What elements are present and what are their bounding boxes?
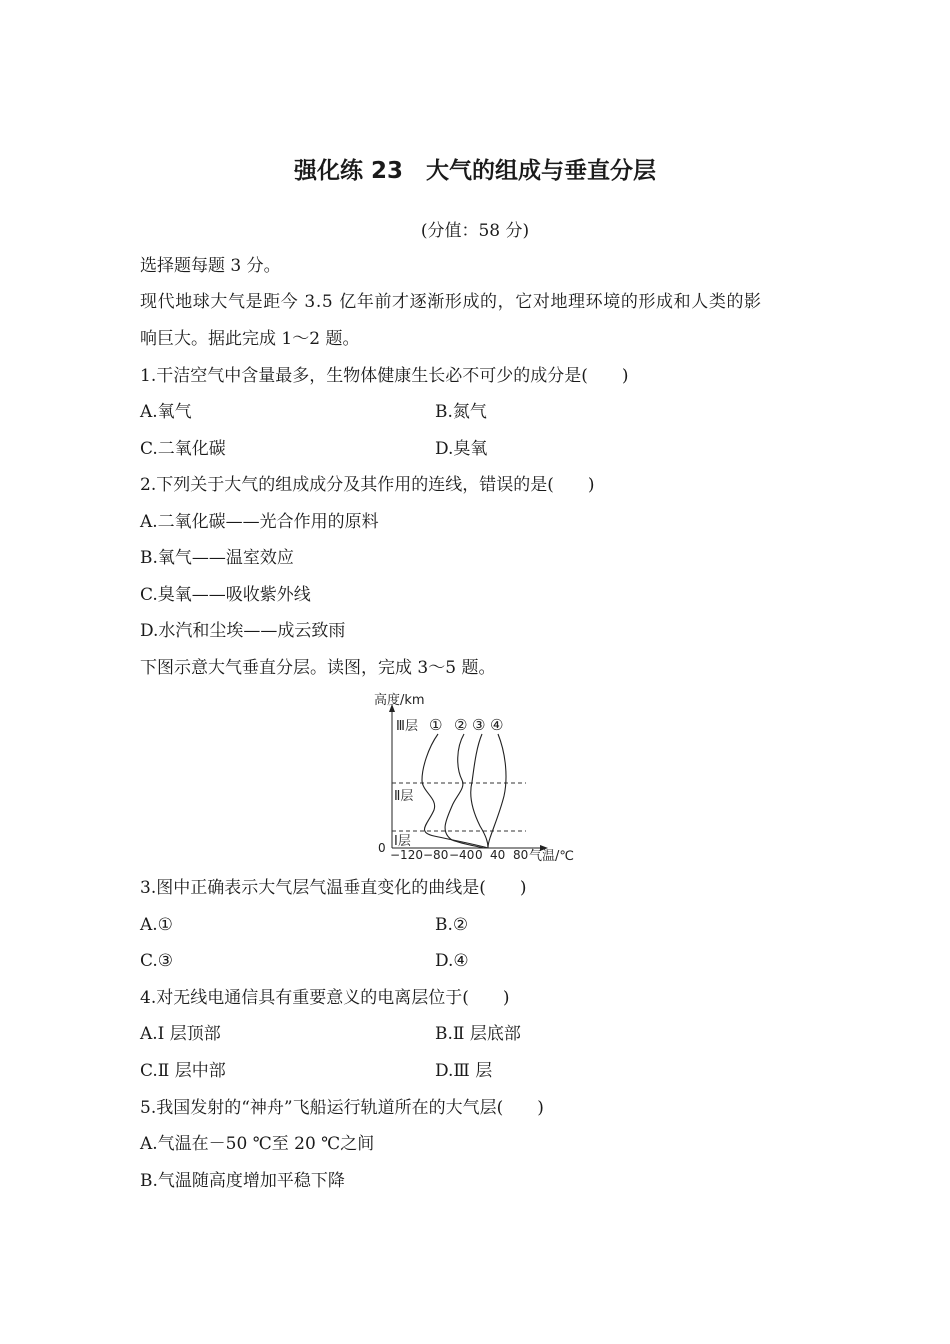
option-b[interactable]: B.氧气——温室效应 [140, 548, 294, 568]
question-stem: 3.图中正确表示大气层气温垂直变化的曲线是( ) [140, 878, 527, 898]
option-d[interactable]: D.④ [435, 951, 469, 971]
option-a[interactable]: A.气温在－50 ℃至 20 ℃之间 [140, 1134, 375, 1154]
x-tick-label: 40 [490, 848, 506, 862]
option-b[interactable]: B.Ⅱ 层底部 [435, 1024, 521, 1044]
layer-label-2: Ⅱ层 [394, 789, 414, 804]
question-stem: 4.对无线电通信具有重要意义的电离层位于( ) [140, 988, 510, 1008]
curve-label-1: ① [429, 716, 443, 734]
curve-label-4: ④ [490, 716, 504, 734]
option-b[interactable]: B.氮气 [435, 402, 487, 422]
option-a[interactable]: A.氧气 [140, 402, 192, 422]
option-b[interactable]: B.气温随高度增加平稳下降 [140, 1171, 345, 1191]
option-a[interactable]: A.二氧化碳——光合作用的原料 [140, 512, 379, 532]
intro-text: 选择题每题 3 分。 [140, 256, 281, 276]
x-tick-label: 0 [475, 848, 483, 862]
atmosphere-layers-figure [356, 688, 586, 864]
layer-label-3: Ⅲ层 [396, 719, 418, 734]
x-tick-label: −80 [423, 848, 449, 862]
question-stem: 1.干洁空气中含量最多，生物体健康生长必不可少的成分是( ) [140, 366, 629, 386]
x-axis-label: 气温/℃ [529, 849, 574, 864]
option-d[interactable]: D.Ⅲ 层 [435, 1061, 493, 1081]
x-tick-label: −40 [449, 848, 475, 862]
option-c[interactable]: C.二氧化碳 [140, 439, 226, 459]
score-note: (分值：58 分) [420, 221, 530, 241]
option-a[interactable]: A.① [140, 915, 173, 935]
option-d[interactable]: D.臭氧 [435, 439, 488, 459]
passage-line: 下图示意大气垂直分层。读图，完成 3～5 题。 [140, 658, 496, 678]
origin-label: 0 [378, 841, 386, 855]
y-axis-label: 高度/km [374, 693, 425, 708]
passage-line: 响巨大。据此完成 1～2 题。 [140, 329, 360, 349]
option-c[interactable]: C.臭氧——吸收紫外线 [140, 585, 311, 605]
x-tick-label: 80 [513, 848, 529, 862]
option-d[interactable]: D.水汽和尘埃——成云致雨 [140, 621, 346, 641]
layer-label-1: Ⅰ层 [394, 834, 411, 849]
option-c[interactable]: C.③ [140, 951, 174, 971]
option-b[interactable]: B.② [435, 915, 469, 935]
passage-line: 现代地球大气是距今 3.5 亿年前才逐渐形成的，它对地理环境的形成和人类的影 [140, 292, 762, 312]
x-tick-label: −120 [390, 848, 423, 862]
curve-label-3: ③ [472, 716, 486, 734]
option-a[interactable]: A.Ⅰ 层顶部 [140, 1024, 221, 1044]
option-c[interactable]: C.Ⅱ 层中部 [140, 1061, 226, 1081]
curve-label-2: ② [454, 716, 468, 734]
question-stem: 2.下列关于大气的组成成分及其作用的连线，错误的是( ) [140, 475, 595, 495]
page-title: 强化练 23 大气的组成与垂直分层 [293, 158, 656, 184]
question-stem: 5.我国发射的“神舟”飞船运行轨道所在的大气层( ) [140, 1098, 544, 1118]
